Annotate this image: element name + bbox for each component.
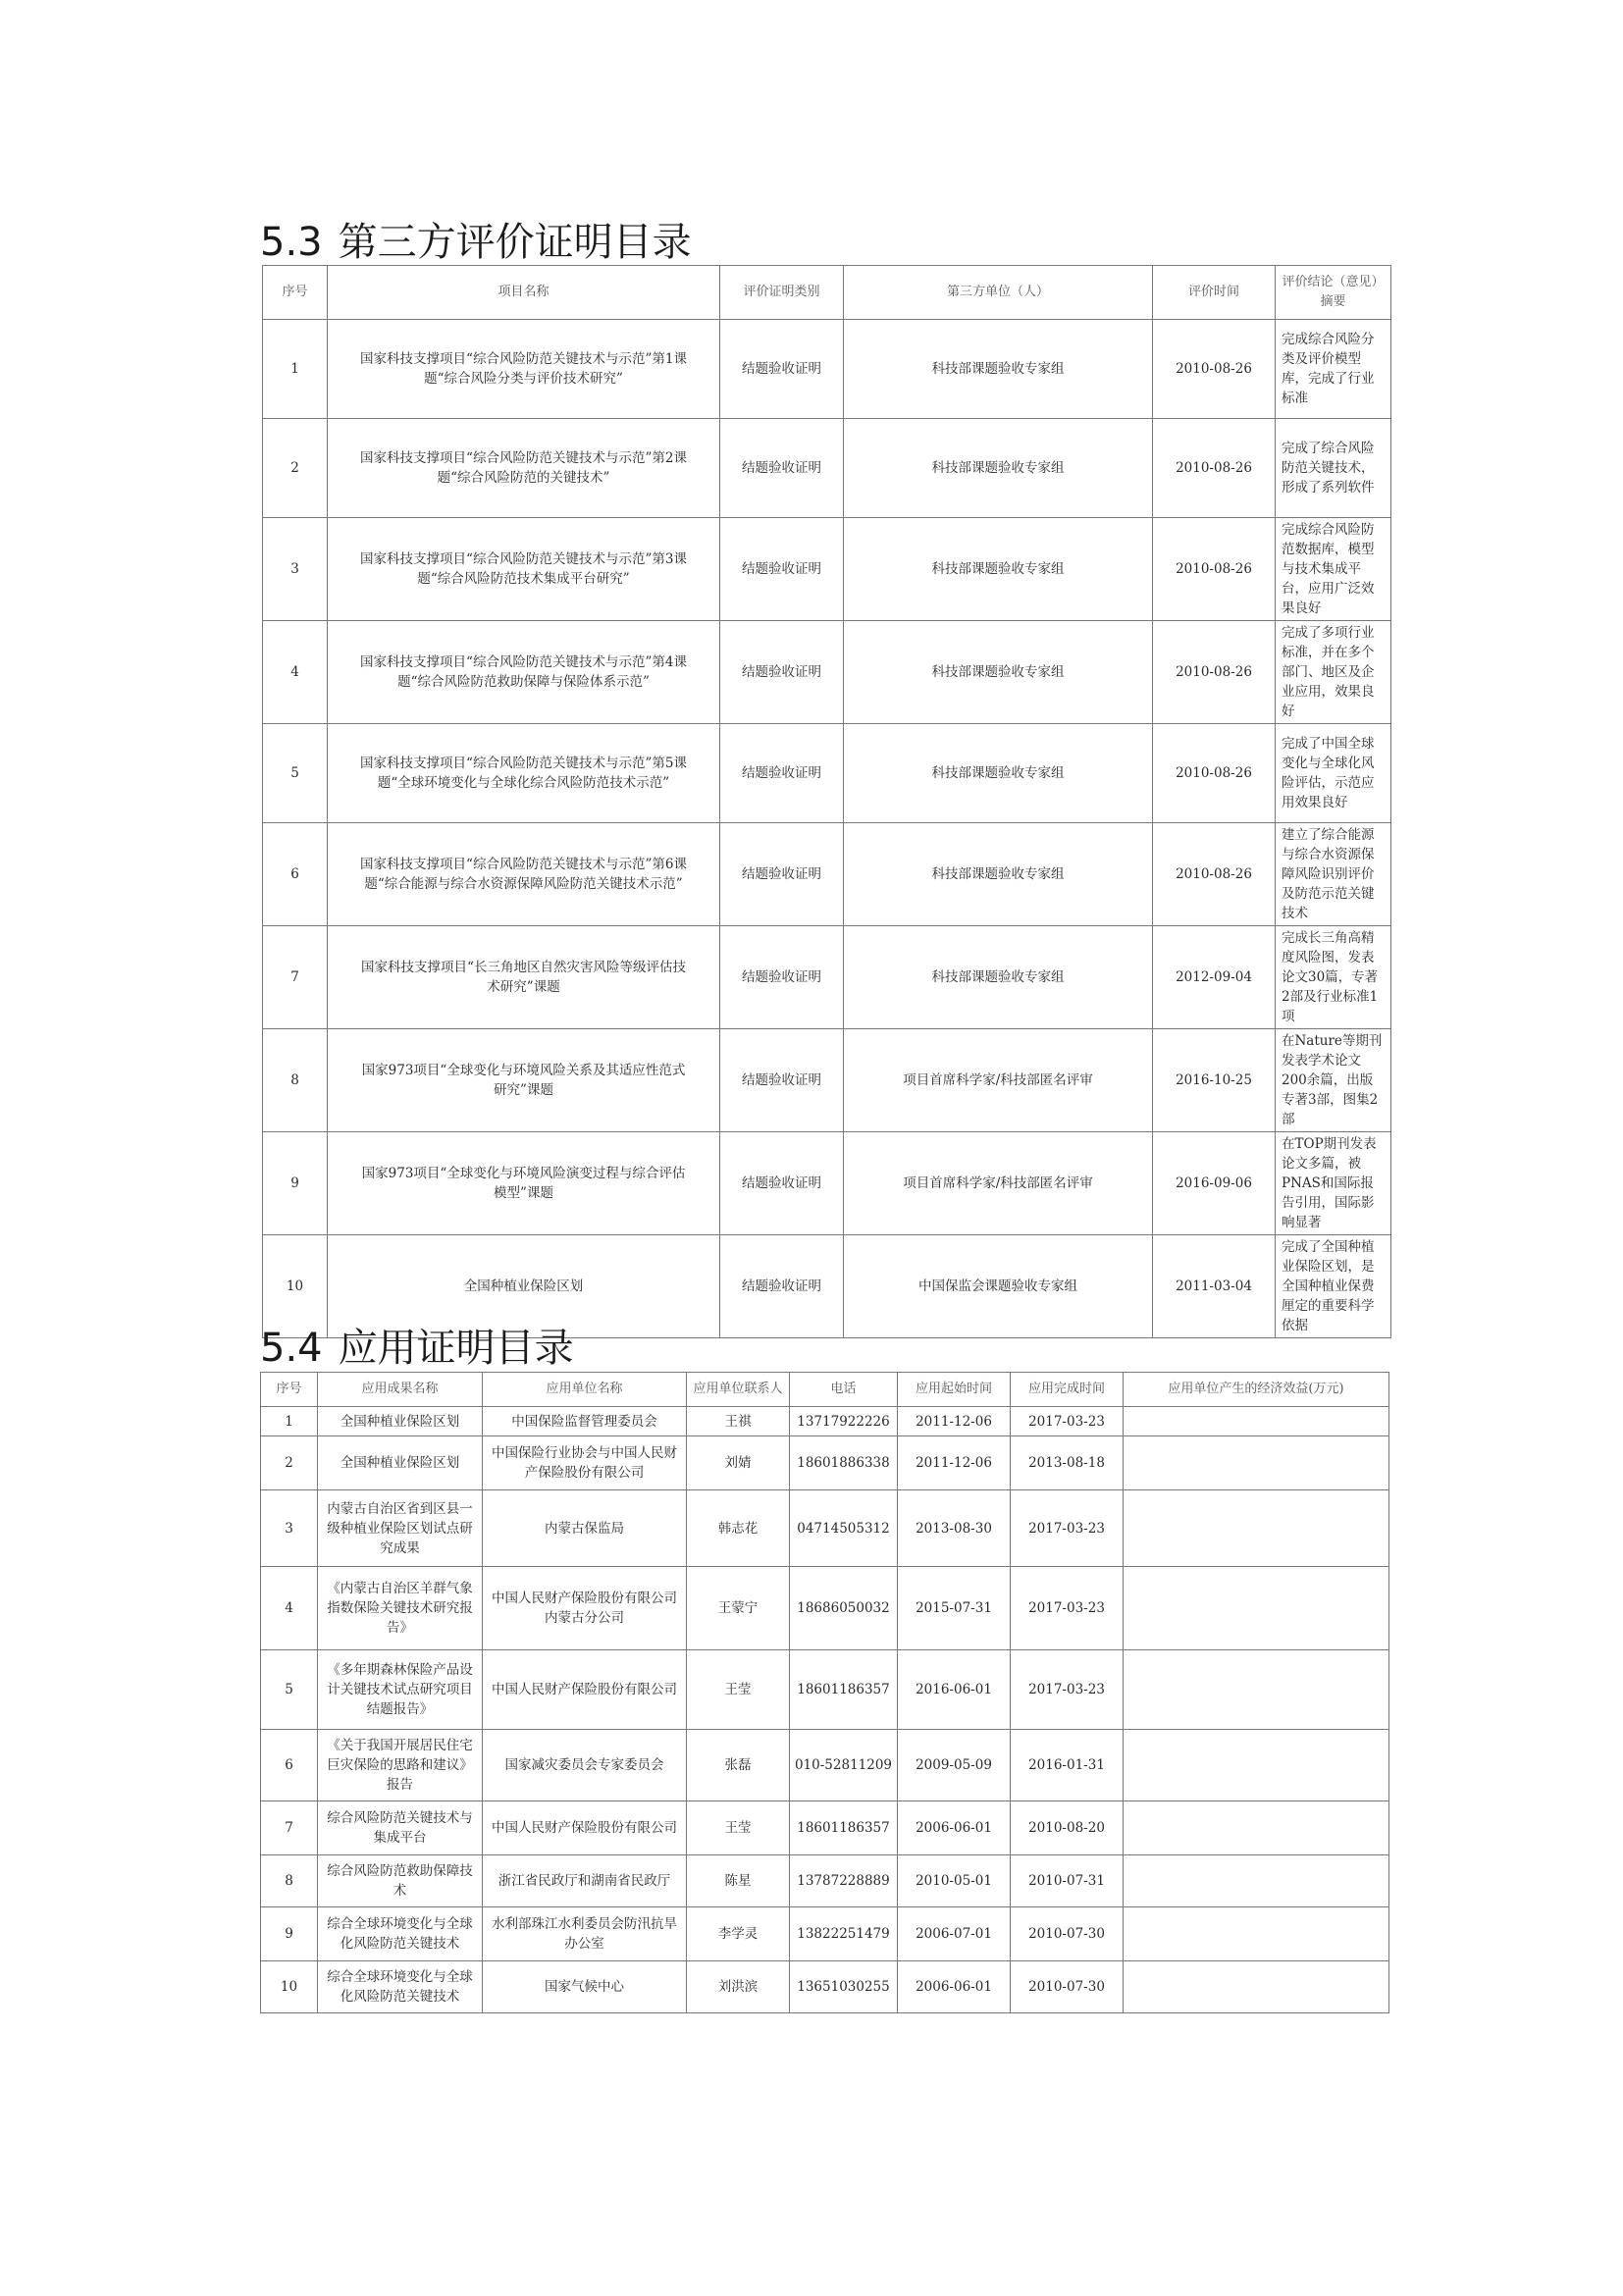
cell-evaluation-type: 结题验收证明 — [720, 621, 844, 724]
cell-no: 8 — [261, 1855, 318, 1907]
cell-evaluation-time: 2011-03-04 — [1153, 1235, 1276, 1338]
cell-end-time: 2013-08-18 — [1011, 1436, 1124, 1490]
cell-result-name: 《关于我国开展居民住宅巨灾保险的思路和建议》报告 — [318, 1730, 483, 1801]
cell-unit-name: 水利部珠江水利委员会防汛抗旱办公室 — [483, 1907, 687, 1961]
cell-third-party: 中国保监会课题验收专家组 — [844, 1235, 1153, 1338]
cell-phone: 04714505312 — [790, 1490, 898, 1567]
cell-no: 4 — [261, 1567, 318, 1650]
cell-phone: 18601186357 — [790, 1801, 898, 1855]
cell-conclusion: 完成了多项行业标准，并在多个部门、地区及企业应用，效果良好 — [1276, 621, 1391, 724]
cell-start-time: 2013-08-30 — [898, 1490, 1011, 1567]
cell-no: 4 — [263, 621, 328, 724]
cell-evaluation-time: 2010-08-26 — [1153, 518, 1276, 621]
table-row — [261, 1961, 1389, 2013]
cell-no: 7 — [261, 1801, 318, 1855]
cell-project-name: 国家科技支撑项目“长三角地区自然灾害风险等级评估技术研究”课题 — [328, 926, 720, 1029]
header-economic-benefit: 应用单位产生的经济效益(万元) — [1124, 1373, 1389, 1407]
table-row — [263, 320, 1391, 419]
cell-third-party: 科技部课题验收专家组 — [844, 320, 1153, 419]
cell-start-time: 2006-06-01 — [898, 1801, 1011, 1855]
cell-no: 7 — [263, 926, 328, 1029]
cell-contact: 刘洪滨 — [687, 1961, 790, 2013]
cell-end-time: 2010-07-30 — [1011, 1907, 1124, 1961]
cell-third-party: 科技部课题验收专家组 — [844, 621, 1153, 724]
section-5-3-number: 5.3 — [260, 220, 323, 265]
cell-result-name: 《多年期森林保险产品设计关键技术试点研究项目结题报告》 — [318, 1650, 483, 1730]
cell-end-time: 2010-08-20 — [1011, 1801, 1124, 1855]
cell-unit-name: 中国人民财产保险股份有限公司内蒙古分公司 — [483, 1567, 687, 1650]
table-row — [263, 621, 1391, 724]
cell-end-time: 2016-01-31 — [1011, 1730, 1124, 1801]
cell-unit-name: 中国人民财产保险股份有限公司 — [483, 1650, 687, 1730]
cell-project-name: 国家科技支撑项目“综合风险防范关键技术与示范”第2课题“综合风险防范的关键技术” — [328, 419, 720, 518]
cell-project-name: 国家973项目“全球变化与环境风险演变过程与综合评估模型”课题 — [328, 1132, 720, 1235]
cell-conclusion: 完成了中国全球变化与全球化风险评估，示范应用效果良好 — [1276, 724, 1391, 823]
cell-unit-name: 中国保险行业协会与中国人民财产保险股份有限公司 — [483, 1436, 687, 1490]
header-project-name: 项目名称 — [328, 266, 720, 320]
table-row — [263, 724, 1391, 823]
cell-evaluation-type: 结题验收证明 — [720, 1235, 844, 1338]
cell-evaluation-time: 2010-08-26 — [1153, 320, 1276, 419]
cell-economic-benefit — [1124, 1855, 1389, 1907]
section-5-3-heading: 第三方评价证明目录 — [338, 220, 692, 265]
header-contact: 应用单位联系人 — [687, 1373, 790, 1407]
cell-economic-benefit — [1124, 1407, 1389, 1436]
cell-result-name: 《内蒙古自治区羊群气象指数保险关键技术研究报告》 — [318, 1567, 483, 1650]
cell-economic-benefit — [1124, 1490, 1389, 1567]
cell-project-name: 全国种植业保险区划 — [328, 1235, 720, 1338]
header-no: 序号 — [261, 1373, 318, 1407]
cell-contact: 刘婧 — [687, 1436, 790, 1490]
cell-phone: 13717922226 — [790, 1407, 898, 1436]
cell-end-time: 2017-03-23 — [1011, 1567, 1124, 1650]
cell-evaluation-time: 2010-08-26 — [1153, 823, 1276, 926]
cell-third-party: 项目首席科学家/科技部匿名评审 — [844, 1029, 1153, 1132]
cell-phone: 13787228889 — [790, 1855, 898, 1907]
cell-conclusion: 完成综合风险防范数据库，模型与技术集成平台，应用广泛效果良好 — [1276, 518, 1391, 621]
cell-result-name: 综合全球环境变化与全球化风险防范关键技术 — [318, 1961, 483, 2013]
cell-phone: 010-52811209 — [790, 1730, 898, 1801]
cell-economic-benefit — [1124, 1650, 1389, 1730]
cell-no: 1 — [261, 1407, 318, 1436]
cell-evaluation-time: 2010-08-26 — [1153, 621, 1276, 724]
cell-unit-name: 浙江省民政厅和湖南省民政厅 — [483, 1855, 687, 1907]
cell-third-party: 科技部课题验收专家组 — [844, 419, 1153, 518]
cell-no: 6 — [263, 823, 328, 926]
header-evaluation-type: 评价证明类别 — [720, 266, 844, 320]
cell-contact: 韩志花 — [687, 1490, 790, 1567]
cell-result-name: 综合风险防范关键技术与集成平台 — [318, 1801, 483, 1855]
cell-conclusion: 完成了综合风险防范关键技术，形成了系列软件 — [1276, 419, 1391, 518]
cell-evaluation-time: 2010-08-26 — [1153, 724, 1276, 823]
cell-result-name: 内蒙古自治区省到区县一级种植业保险区划试点研究成果 — [318, 1490, 483, 1567]
cell-unit-name: 国家气候中心 — [483, 1961, 687, 2013]
cell-no: 1 — [263, 320, 328, 419]
cell-conclusion: 完成综合风险分类及评价模型库，完成了行业标准 — [1276, 320, 1391, 419]
cell-result-name: 综合风险防范救助保障技术 — [318, 1855, 483, 1907]
header-unit-name: 应用单位名称 — [483, 1373, 687, 1407]
cell-result-name: 全国种植业保险区划 — [318, 1407, 483, 1436]
cell-evaluation-type: 结题验收证明 — [720, 1132, 844, 1235]
cell-evaluation-type: 结题验收证明 — [720, 320, 844, 419]
section-5-4-heading: 应用证明目录 — [338, 1326, 574, 1371]
cell-no: 3 — [261, 1490, 318, 1567]
cell-economic-benefit — [1124, 1436, 1389, 1490]
table-row — [261, 1567, 1389, 1650]
cell-no: 6 — [261, 1730, 318, 1801]
table-row — [263, 419, 1391, 518]
cell-contact: 王莹 — [687, 1650, 790, 1730]
cell-evaluation-type: 结题验收证明 — [720, 1029, 844, 1132]
header-conclusion: 评价结论（意见）摘要 — [1276, 266, 1391, 320]
cell-evaluation-time: 2016-09-06 — [1153, 1132, 1276, 1235]
table-row — [261, 1855, 1389, 1907]
section-5-4-number: 5.4 — [260, 1326, 323, 1371]
header-no: 序号 — [263, 266, 328, 320]
cell-start-time: 2016-06-01 — [898, 1650, 1011, 1730]
cell-start-time: 2006-06-01 — [898, 1961, 1011, 2013]
cell-unit-name: 中国保险监督管理委员会 — [483, 1407, 687, 1436]
table-row — [263, 518, 1391, 621]
table-row — [263, 823, 1391, 926]
cell-evaluation-type: 结题验收证明 — [720, 419, 844, 518]
cell-phone: 13651030255 — [790, 1961, 898, 2013]
header-phone: 电话 — [790, 1373, 898, 1407]
cell-result-name: 综合全球环境变化与全球化风险防范关键技术 — [318, 1907, 483, 1961]
cell-contact: 王莹 — [687, 1801, 790, 1855]
cell-no: 5 — [263, 724, 328, 823]
third-party-evaluation-table — [262, 265, 1391, 1338]
cell-start-time: 2009-05-09 — [898, 1730, 1011, 1801]
cell-conclusion: 建立了综合能源与综合水资源保障风险识别评价及防范示范关键技术 — [1276, 823, 1391, 926]
cell-economic-benefit — [1124, 1961, 1389, 2013]
cell-economic-benefit — [1124, 1801, 1389, 1855]
cell-third-party: 项目首席科学家/科技部匿名评审 — [844, 1132, 1153, 1235]
cell-no: 8 — [263, 1029, 328, 1132]
cell-no: 2 — [261, 1436, 318, 1490]
cell-evaluation-type: 结题验收证明 — [720, 926, 844, 1029]
cell-economic-benefit — [1124, 1907, 1389, 1961]
table-row — [261, 1730, 1389, 1801]
cell-end-time: 2017-03-23 — [1011, 1407, 1124, 1436]
table-row — [263, 1029, 1391, 1132]
cell-end-time: 2017-03-23 — [1011, 1490, 1124, 1567]
cell-contact: 李学灵 — [687, 1907, 790, 1961]
table-row — [261, 1801, 1389, 1855]
cell-end-time: 2017-03-23 — [1011, 1650, 1124, 1730]
cell-result-name: 全国种植业保险区划 — [318, 1436, 483, 1490]
cell-no: 5 — [261, 1650, 318, 1730]
table-row — [261, 1650, 1389, 1730]
cell-third-party: 科技部课题验收专家组 — [844, 518, 1153, 621]
cell-economic-benefit — [1124, 1567, 1389, 1650]
cell-third-party: 科技部课题验收专家组 — [844, 926, 1153, 1029]
cell-conclusion: 在Nature等期刊发表学术论文200余篇，出版专著3部，图集2部 — [1276, 1029, 1391, 1132]
cell-phone: 18601886338 — [790, 1436, 898, 1490]
section-5-4-title — [260, 1317, 574, 1373]
cell-no: 10 — [261, 1961, 318, 2013]
cell-contact: 王蒙宁 — [687, 1567, 790, 1650]
cell-phone: 18601186357 — [790, 1650, 898, 1730]
cell-end-time: 2010-07-30 — [1011, 1961, 1124, 2013]
cell-start-time: 2011-12-06 — [898, 1436, 1011, 1490]
cell-start-time: 2010-05-01 — [898, 1855, 1011, 1907]
header-third-party: 第三方单位（人） — [844, 266, 1153, 320]
cell-conclusion: 完成长三角高精度风险图，发表论文30篇，专著2部及行业标准1项 — [1276, 926, 1391, 1029]
cell-evaluation-type: 结题验收证明 — [720, 518, 844, 621]
cell-contact: 王祺 — [687, 1407, 790, 1436]
cell-phone: 18686050032 — [790, 1567, 898, 1650]
cell-economic-benefit — [1124, 1730, 1389, 1801]
cell-project-name: 国家科技支撑项目“综合风险防范关键技术与示范”第4课题“综合风险防范救助保障与保险体系示范” — [328, 621, 720, 724]
cell-evaluation-type: 结题验收证明 — [720, 724, 844, 823]
header-evaluation-time: 评价时间 — [1153, 266, 1276, 320]
cell-project-name: 国家科技支撑项目“综合风险防范关键技术与示范”第5课题“全球环境变化与全球化综合风险防范技术示范” — [328, 724, 720, 823]
table-row — [261, 1436, 1389, 1490]
cell-no: 10 — [263, 1235, 328, 1338]
cell-evaluation-time: 2012-09-04 — [1153, 926, 1276, 1029]
cell-project-name: 国家科技支撑项目“综合风险防范关键技术与示范”第6课题“综合能源与综合水资源保障风险防范关键技术示范” — [328, 823, 720, 926]
cell-unit-name: 国家减灾委员会专家委员会 — [483, 1730, 687, 1801]
cell-no: 3 — [263, 518, 328, 621]
cell-evaluation-time: 2016-10-25 — [1153, 1029, 1276, 1132]
cell-evaluation-time: 2010-08-26 — [1153, 419, 1276, 518]
cell-start-time: 2011-12-06 — [898, 1407, 1011, 1436]
section-5-3-title — [260, 211, 692, 267]
cell-conclusion: 在TOP期刊发表论文多篇，被PNAS和国际报告引用，国际影响显著 — [1276, 1132, 1391, 1235]
cell-evaluation-type: 结题验收证明 — [720, 823, 844, 926]
header-end-time: 应用完成时间 — [1011, 1373, 1124, 1407]
table-header-row — [263, 266, 1391, 320]
table-row — [263, 926, 1391, 1029]
cell-no: 2 — [263, 419, 328, 518]
table-row — [263, 1132, 1391, 1235]
cell-project-name: 国家973项目“全球变化与环境风险关系及其适应性范式研究”课题 — [328, 1029, 720, 1132]
cell-conclusion: 完成了全国种植业保险区划，是全国种植业保费厘定的重要科学依据 — [1276, 1235, 1391, 1338]
table-row — [261, 1907, 1389, 1961]
cell-third-party: 科技部课题验收专家组 — [844, 823, 1153, 926]
cell-contact: 陈星 — [687, 1855, 790, 1907]
cell-unit-name: 内蒙古保监局 — [483, 1490, 687, 1567]
cell-start-time: 2015-07-31 — [898, 1567, 1011, 1650]
cell-third-party: 科技部课题验收专家组 — [844, 724, 1153, 823]
cell-contact: 张磊 — [687, 1730, 790, 1801]
application-proof-table — [260, 1372, 1389, 2013]
cell-unit-name: 中国人民财产保险股份有限公司 — [483, 1801, 687, 1855]
table-header-row — [261, 1373, 1389, 1407]
cell-no: 9 — [261, 1907, 318, 1961]
header-start-time: 应用起始时间 — [898, 1373, 1011, 1407]
cell-start-time: 2006-07-01 — [898, 1907, 1011, 1961]
table-row — [261, 1490, 1389, 1567]
header-result-name: 应用成果名称 — [318, 1373, 483, 1407]
cell-phone: 13822251479 — [790, 1907, 898, 1961]
table-row — [261, 1407, 1389, 1436]
cell-end-time: 2010-07-31 — [1011, 1855, 1124, 1907]
cell-project-name: 国家科技支撑项目“综合风险防范关键技术与示范”第1课题“综合风险分类与评价技术研究” — [328, 320, 720, 419]
cell-project-name: 国家科技支撑项目“综合风险防范关键技术与示范”第3课题“综合风险防范技术集成平台研究” — [328, 518, 720, 621]
cell-no: 9 — [263, 1132, 328, 1235]
